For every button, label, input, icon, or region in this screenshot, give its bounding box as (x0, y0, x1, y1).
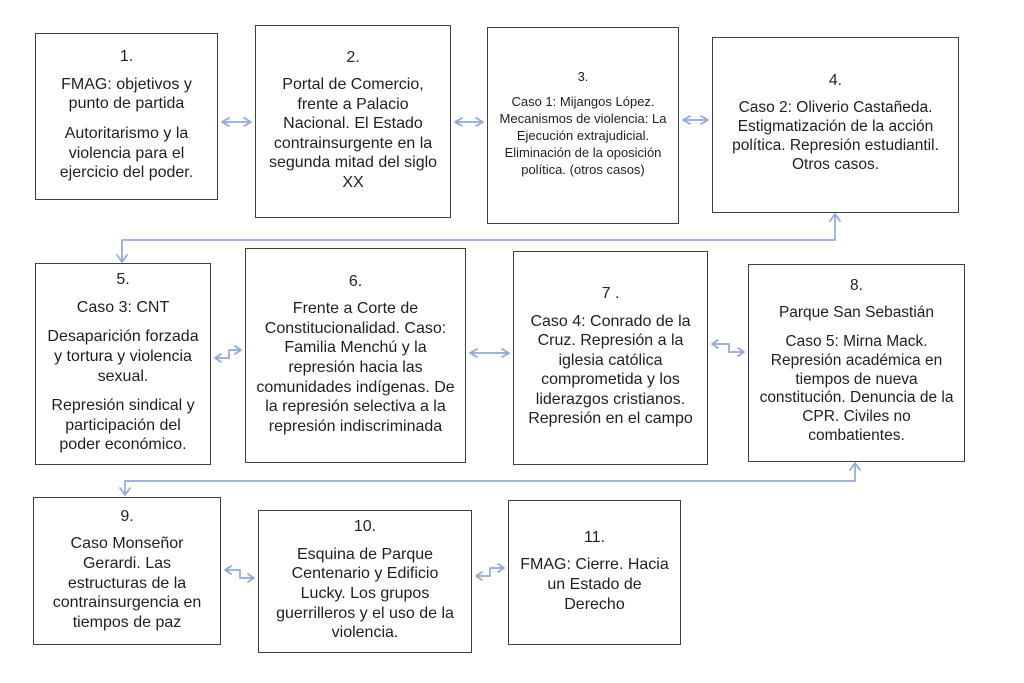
double-arrow-1-2-icon (219, 115, 254, 129)
box-text: Caso 3: CNT (76, 298, 170, 316)
box-text: Represión sindical y participación del poder económico. (51, 397, 195, 454)
box-text: Esquina de Parque Centenario y Edificio Lucky. Los grupos guerrilleros y el uso de la violencia. (276, 545, 454, 642)
flow-box-4 (712, 37, 959, 213)
elbow-connector-4-5-icon (114, 210, 858, 268)
double-arrow-5-6-icon (212, 342, 244, 366)
box-number: 2. (346, 48, 360, 66)
double-arrow-7-8-icon (709, 336, 747, 360)
box-number: 4. (829, 72, 842, 90)
elbow-connector-8-9-icon (117, 459, 865, 499)
box-text: Frente a Corte de Constitucionalidad. Caso: Familia Menchú y la represión hacia las comunidades indígenas. De la represión selectiva a la represión indiscriminada (256, 300, 455, 435)
box-text: Caso 5: Mirna Mack. Represión académica en tiempos de nueva constitución. Denuncia de la CPR. Civiles no combatientes. (759, 332, 954, 445)
box-number: 11. (583, 528, 606, 546)
flow-box-9 (33, 497, 221, 645)
box-number: 3. (577, 69, 589, 85)
box-number: 7 . (601, 285, 620, 303)
flow-box-6 (245, 248, 466, 463)
box-text: Caso 4: Conrado de la Cruz. Represión a la iglesia católica comprometida y los liderazgos cristianos. Represión en el campo (528, 312, 693, 428)
flow-box-11 (508, 500, 681, 645)
box-text: Desaparición forzada y tortura y violencia sexual. (47, 328, 199, 385)
box-number: 5. (116, 271, 130, 289)
flow-box-5 (35, 263, 211, 465)
flow-box-1 (35, 33, 218, 200)
box-number: 1. (119, 48, 134, 66)
flow-box-2 (255, 25, 451, 218)
double-arrow-3-4-icon (680, 113, 711, 127)
flow-box-8 (748, 264, 965, 462)
box-number: 6. (348, 272, 363, 290)
box-text: Caso 2: Oliverio Castañeda. Estigmatización de la acción política. Represión estudiantil. Otros casos. (732, 99, 939, 173)
box-text: Parque San Sebastián (778, 303, 935, 321)
box-text: Caso 1: Mijangos López. Mecanismos de violencia: La Ejecución extrajudicial. Eliminación de la oposición política. (otros casos) (499, 94, 667, 177)
double-arrow-10-11-icon (473, 560, 507, 584)
flow-box-10 (258, 510, 472, 653)
box-number: 9. (120, 507, 134, 525)
box-number: 10. (353, 518, 377, 536)
double-arrow-6-7-icon (467, 346, 512, 360)
flow-box-7 (513, 251, 708, 465)
box-text: FMAG: Cierre. Hacia un Estado de Derecho (520, 556, 669, 613)
box-text: Portal de Comercio, frente a Palacio Nacional. El Estado contrainsurgente en la segunda mitad del siglo XX (268, 76, 438, 191)
flow-box-3 (487, 27, 679, 224)
double-arrow-9-10-icon (222, 562, 257, 586)
double-arrow-2-3-icon (452, 115, 486, 129)
box-text: FMAG: objetivos y punto de partida (61, 75, 192, 113)
box-text: Autoritarismo y la violencia para el ejercicio del poder. (59, 125, 194, 182)
box-number: 8. (850, 276, 863, 294)
box-text: Caso Monseñor Gerardi. Las estructuras de la contrainsurgencia en tiempos de paz (52, 535, 202, 631)
